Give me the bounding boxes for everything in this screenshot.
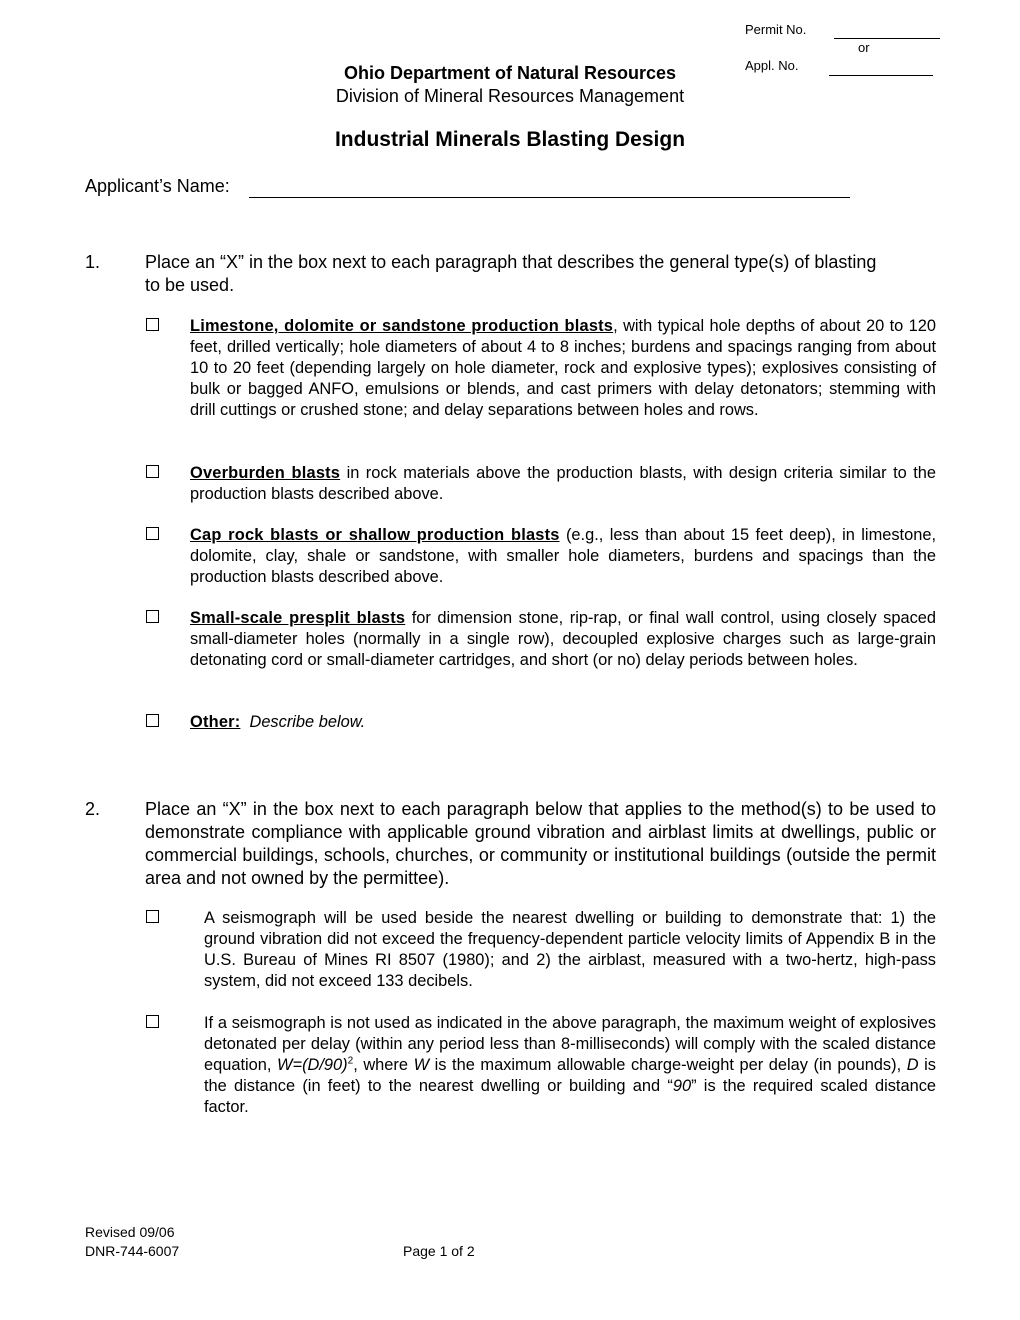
section1-number: 1. (85, 252, 101, 272)
applicant-name-line[interactable] (249, 197, 850, 198)
other-blasts-checkbox[interactable] (146, 714, 159, 727)
overburden-blasts-body: in rock materials above the production blasts, with design criteria similar to the production blasts described above. (190, 464, 936, 503)
production-blasts-paragraph (190, 316, 936, 421)
scaled-distance-formula: W=(D/90) (277, 1056, 348, 1074)
scaled-distance-text-1: If a seismograph is not used as indicated in the above paragraph, the maximum weight of explosives detonated per delay (within any period less than 8-milliseconds) will comply with the scaled distance equation, (204, 1014, 936, 1074)
scaled-distance-checkbox[interactable] (146, 1015, 159, 1028)
or-label: or (858, 40, 870, 55)
other-blasts-body: Describe below. (249, 713, 366, 731)
variable-d: D (906, 1056, 919, 1074)
scaled-distance-text-3: is the maximum allowable charge-weight per delay (in pounds), (429, 1056, 907, 1074)
production-blasts-checkbox[interactable] (146, 318, 159, 331)
other-blasts-lead: Other: (190, 713, 241, 731)
revised-date: Revised 09/06 (85, 1224, 175, 1240)
page-title: Industrial Minerals Blasting Design (334, 128, 686, 151)
scaled-distance-text-5: ” is the required scaled distance factor. (204, 1077, 936, 1116)
section2-number: 2. (85, 799, 101, 819)
presplit-blasts-checkbox[interactable] (146, 610, 159, 623)
variable-w: W (413, 1056, 430, 1074)
cap-rock-blasts-body: (e.g., less than about 15 feet deep), in limestone, dolomite, clay, shale or sandstone, with smaller hole diameters, burdens and spacings than the production blasts described above. (190, 526, 936, 586)
scaled-distance-paragraph (204, 1013, 936, 1118)
cap-rock-blasts-paragraph (190, 525, 936, 588)
page-number: Page 1 of 2 (403, 1243, 475, 1259)
scaled-distance-text-2: , where (353, 1056, 414, 1074)
seismograph-checkbox[interactable] (146, 910, 159, 923)
other-blasts-paragraph (190, 712, 936, 733)
scaled-distance-factor: 90 (672, 1077, 692, 1095)
production-blasts-lead: Limestone, dolomite or sandstone production blasts (190, 317, 614, 335)
presplit-blasts-body: for dimension stone, rip-rap, or final wall control, using closely spaced small-diameter holes (normally in a single row), decoupled explosive charges such as large-grain detonating cord or small-diameter cartridges, and short (or no) delay periods between holes. (190, 609, 936, 669)
presplit-blasts-lead: Small-scale presplit blasts (190, 609, 406, 627)
appl-number-line[interactable] (829, 75, 933, 76)
overburden-blasts-checkbox[interactable] (146, 465, 159, 478)
presplit-blasts-paragraph (190, 608, 936, 671)
overburden-blasts-paragraph (190, 463, 936, 505)
cap-rock-blasts-lead: Cap rock blasts or shallow production blasts (190, 526, 560, 544)
division-name: Division of Mineral Resources Management (335, 86, 685, 106)
permit-label: Permit No. (745, 22, 807, 37)
permit-number-line[interactable] (834, 38, 940, 39)
form-number: DNR-744-6007 (85, 1243, 180, 1259)
section2-question: Place an “X” in the box next to each paragraph below that applies to the method(s) to be used to demonstrate compliance with applicable ground vibration and airblast limits at dwellings, public or commercial buildings, schools, churches, or community or institutional buildings (outside the permit area and not owned by the permittee). (145, 799, 936, 888)
appl-label: Appl. No. (745, 58, 799, 73)
applicant-name-label: Applicant’s Name: (85, 176, 230, 196)
production-blasts-body: , with typical hole depths of about 20 to 120 feet, drilled vertically; hole diameters of about 4 to 8 inches; burdens and spacings ranging from about 10 to 20 feet (depending largely on hole diameter, rock and explosive types); explosives consisting of bulk or bagged ANFO, emulsions or blends, and cast primers with delay detonators; stemming with drill cuttings or crushed stone; and delay separations between holes and rows. (190, 317, 936, 419)
seismograph-paragraph: A seismograph will be used beside the nearest dwelling or building to demonstrate that: 1) the ground vibration did not exceed the frequency-dependent particle velocity limits of Appendix B in the U.S. Bureau of Mines RI 8507 (1980); and 2) the airblast, measured with a two-hertz, high-pass system, did not exceed 133 decibels. (204, 909, 936, 990)
section1-question: Place an “X” in the box next to each paragraph that describes the general type(s) of blasting to be used. (145, 252, 877, 295)
cap-rock-blasts-checkbox[interactable] (146, 527, 159, 540)
scaled-distance-text-4: is the distance (in feet) to the nearest dwelling or building and “ (204, 1056, 936, 1095)
agency-name: Ohio Department of Natural Resources (343, 63, 677, 83)
overburden-blasts-lead: Overburden blasts (190, 464, 341, 482)
scaled-distance-exponent: 2 (347, 1055, 354, 1067)
